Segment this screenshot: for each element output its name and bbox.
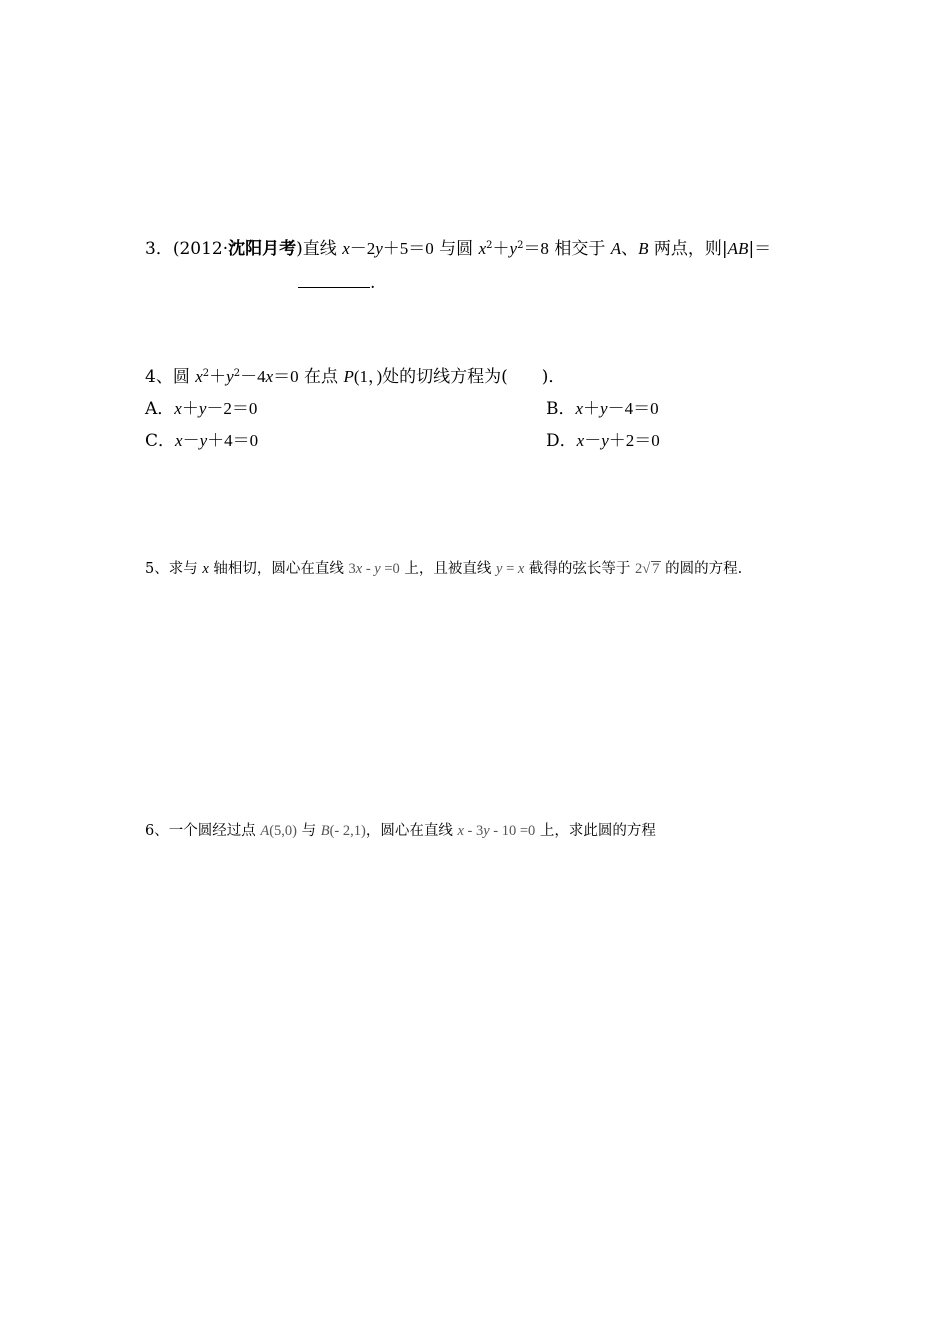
radical-sign: √ bbox=[642, 561, 651, 577]
question-4: 4、圆 $x^2+y^2-4x=0$ 在点 P(1，)处的切线方程为( )． bbox=[145, 367, 566, 387]
question-3: 3．(2012·沈阳月考)直线 x－2y＋5＝0 与圆 $x^2+y^2=8$ 相交于 A、B 两点，则|AB|＝ bbox=[145, 239, 772, 259]
answer-blank-line: . bbox=[298, 272, 375, 294]
option-b[interactable]: B．x＋y－4＝0 bbox=[546, 399, 659, 419]
question-5: 5、求与 x 轴相切，圆心在直线 3x - y =0 上，且被直线 y = x 截得的弦长等于 2√ 7 的圆的方程. bbox=[145, 561, 743, 577]
source-label: 沈阳月考 bbox=[228, 239, 297, 259]
option-d[interactable]: D．x－y＋2＝0 bbox=[546, 431, 660, 451]
answer-blank[interactable] bbox=[298, 273, 370, 288]
option-a[interactable]: A．x＋y－2＝0 bbox=[145, 399, 258, 419]
question-6: 6、一个圆经过点 A(5,0) 与 B(- 2,1)，圆心在直线 x - 3y - 10 =0 上，求此圆的方程 bbox=[145, 823, 656, 839]
radical-expression: 2√ 7 bbox=[635, 561, 660, 577]
option-c[interactable]: C．x－y＋4＝0 bbox=[145, 431, 259, 451]
